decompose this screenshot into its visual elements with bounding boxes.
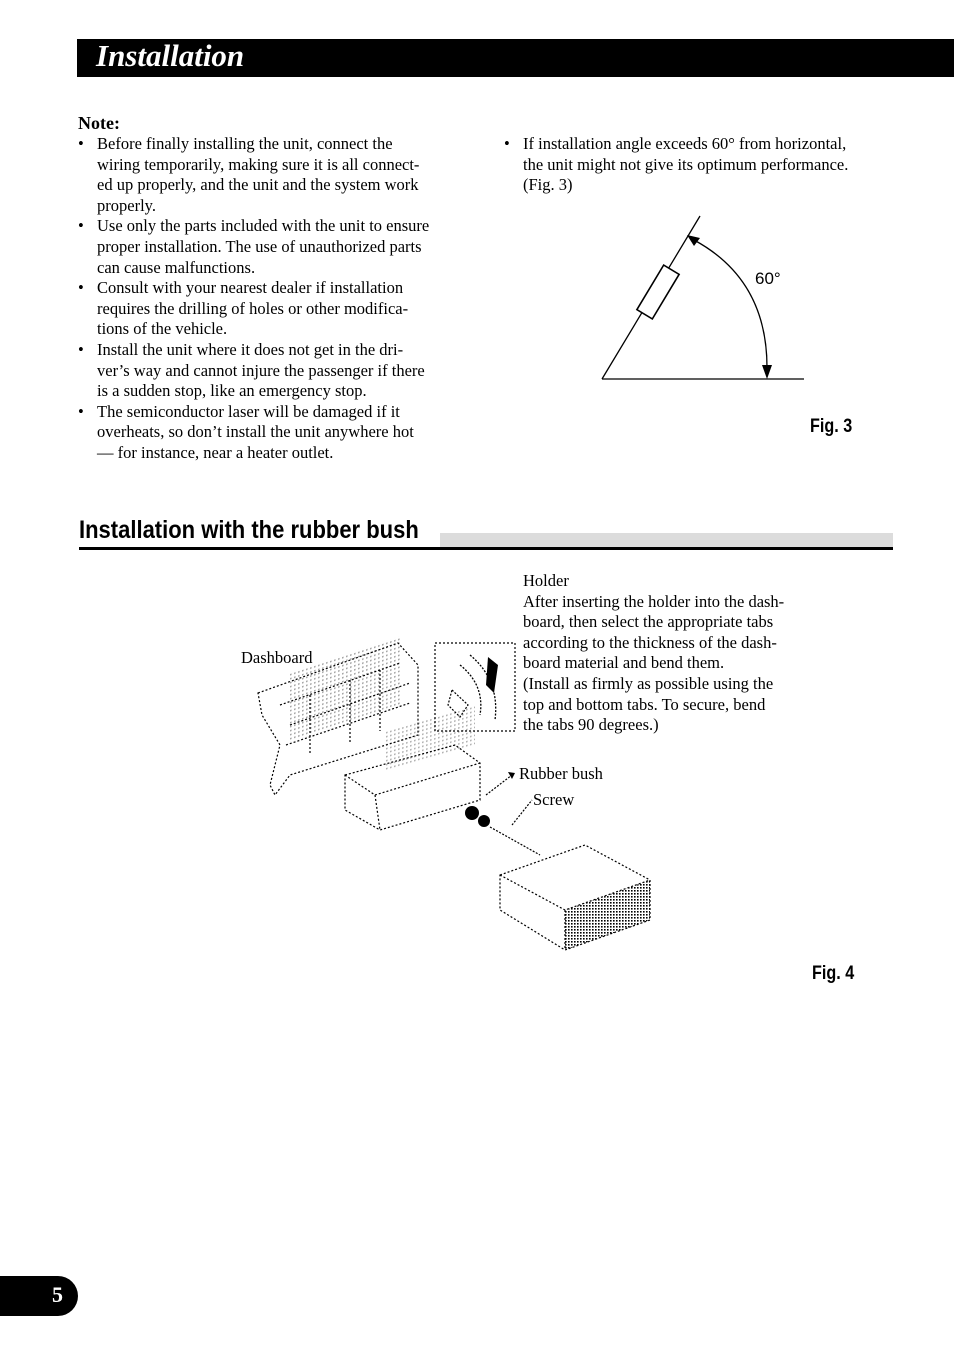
dashboard-label: Dashboard — [241, 648, 313, 667]
arrow-head-lower-icon — [762, 365, 772, 379]
rubber-bush-drawing — [465, 772, 515, 827]
list-item: • The semiconductor laser will be damaged if it overheats, so don’t install the unit anywhere hot — for instance, near a heater outlet. — [78, 402, 478, 464]
fig3-caption: Fig. 3 — [810, 416, 853, 437]
list-item: • Install the unit where it does not get in the dri- ver’s way and cannot injure the passenger if there is a sudden stop, like an emergency stop. — [78, 340, 478, 402]
installation-illustration — [250, 635, 660, 955]
holder-sleeve-drawing — [345, 705, 480, 830]
arrow-head-upper-icon — [687, 235, 700, 246]
page-number-tab — [0, 1276, 78, 1316]
angle-diagram — [590, 210, 820, 390]
screw-drawing — [490, 800, 540, 855]
list-item: • Before finally installing the unit, connect the wiring temporarily, making sure it is all connect- ed up properly, and the unit and the system work properly. — [78, 134, 478, 216]
rubber-bush-label: Rubber bush — [519, 764, 603, 783]
list-item: • Use only the parts included with the unit to ensure proper installation. The use of unauthorized parts can cause malfunctions. — [78, 216, 478, 278]
list-item: • If installation angle exceeds 60° from horizontal, the unit might not give its optimum performance. (Fig. 3) — [504, 134, 899, 196]
fig4-caption: Fig. 4 — [812, 963, 855, 984]
angle-arc — [694, 240, 767, 370]
screw-label: Screw — [533, 790, 575, 809]
dashboard-drawing — [258, 636, 418, 795]
section-rule — [79, 547, 893, 550]
section-band — [440, 533, 893, 547]
section-title: Installation with the rubber bush — [79, 516, 419, 544]
page-number: 5 — [52, 1282, 63, 1307]
note-list — [78, 134, 478, 464]
angle-label: 60° — [755, 269, 781, 288]
holder-callout: Holder After inserting the holder into the dash- board, then select the appropriate tabs according to the thickness of the dash- board material and bend them. (Install as firmly as possible using the top and bottom tabs. To secure, bend the tabs 90 degrees.) — [523, 571, 785, 735]
unit-rectangle — [637, 265, 679, 319]
page-title: Installation — [96, 38, 245, 73]
list-item: • Consult with your nearest dealer if installation requires the drilling of holes or other modifica- tions of the vehicle. — [78, 278, 478, 340]
head-unit-drawing — [500, 845, 650, 950]
angle-note-list — [504, 134, 899, 196]
note-heading: Note: — [78, 113, 120, 133]
